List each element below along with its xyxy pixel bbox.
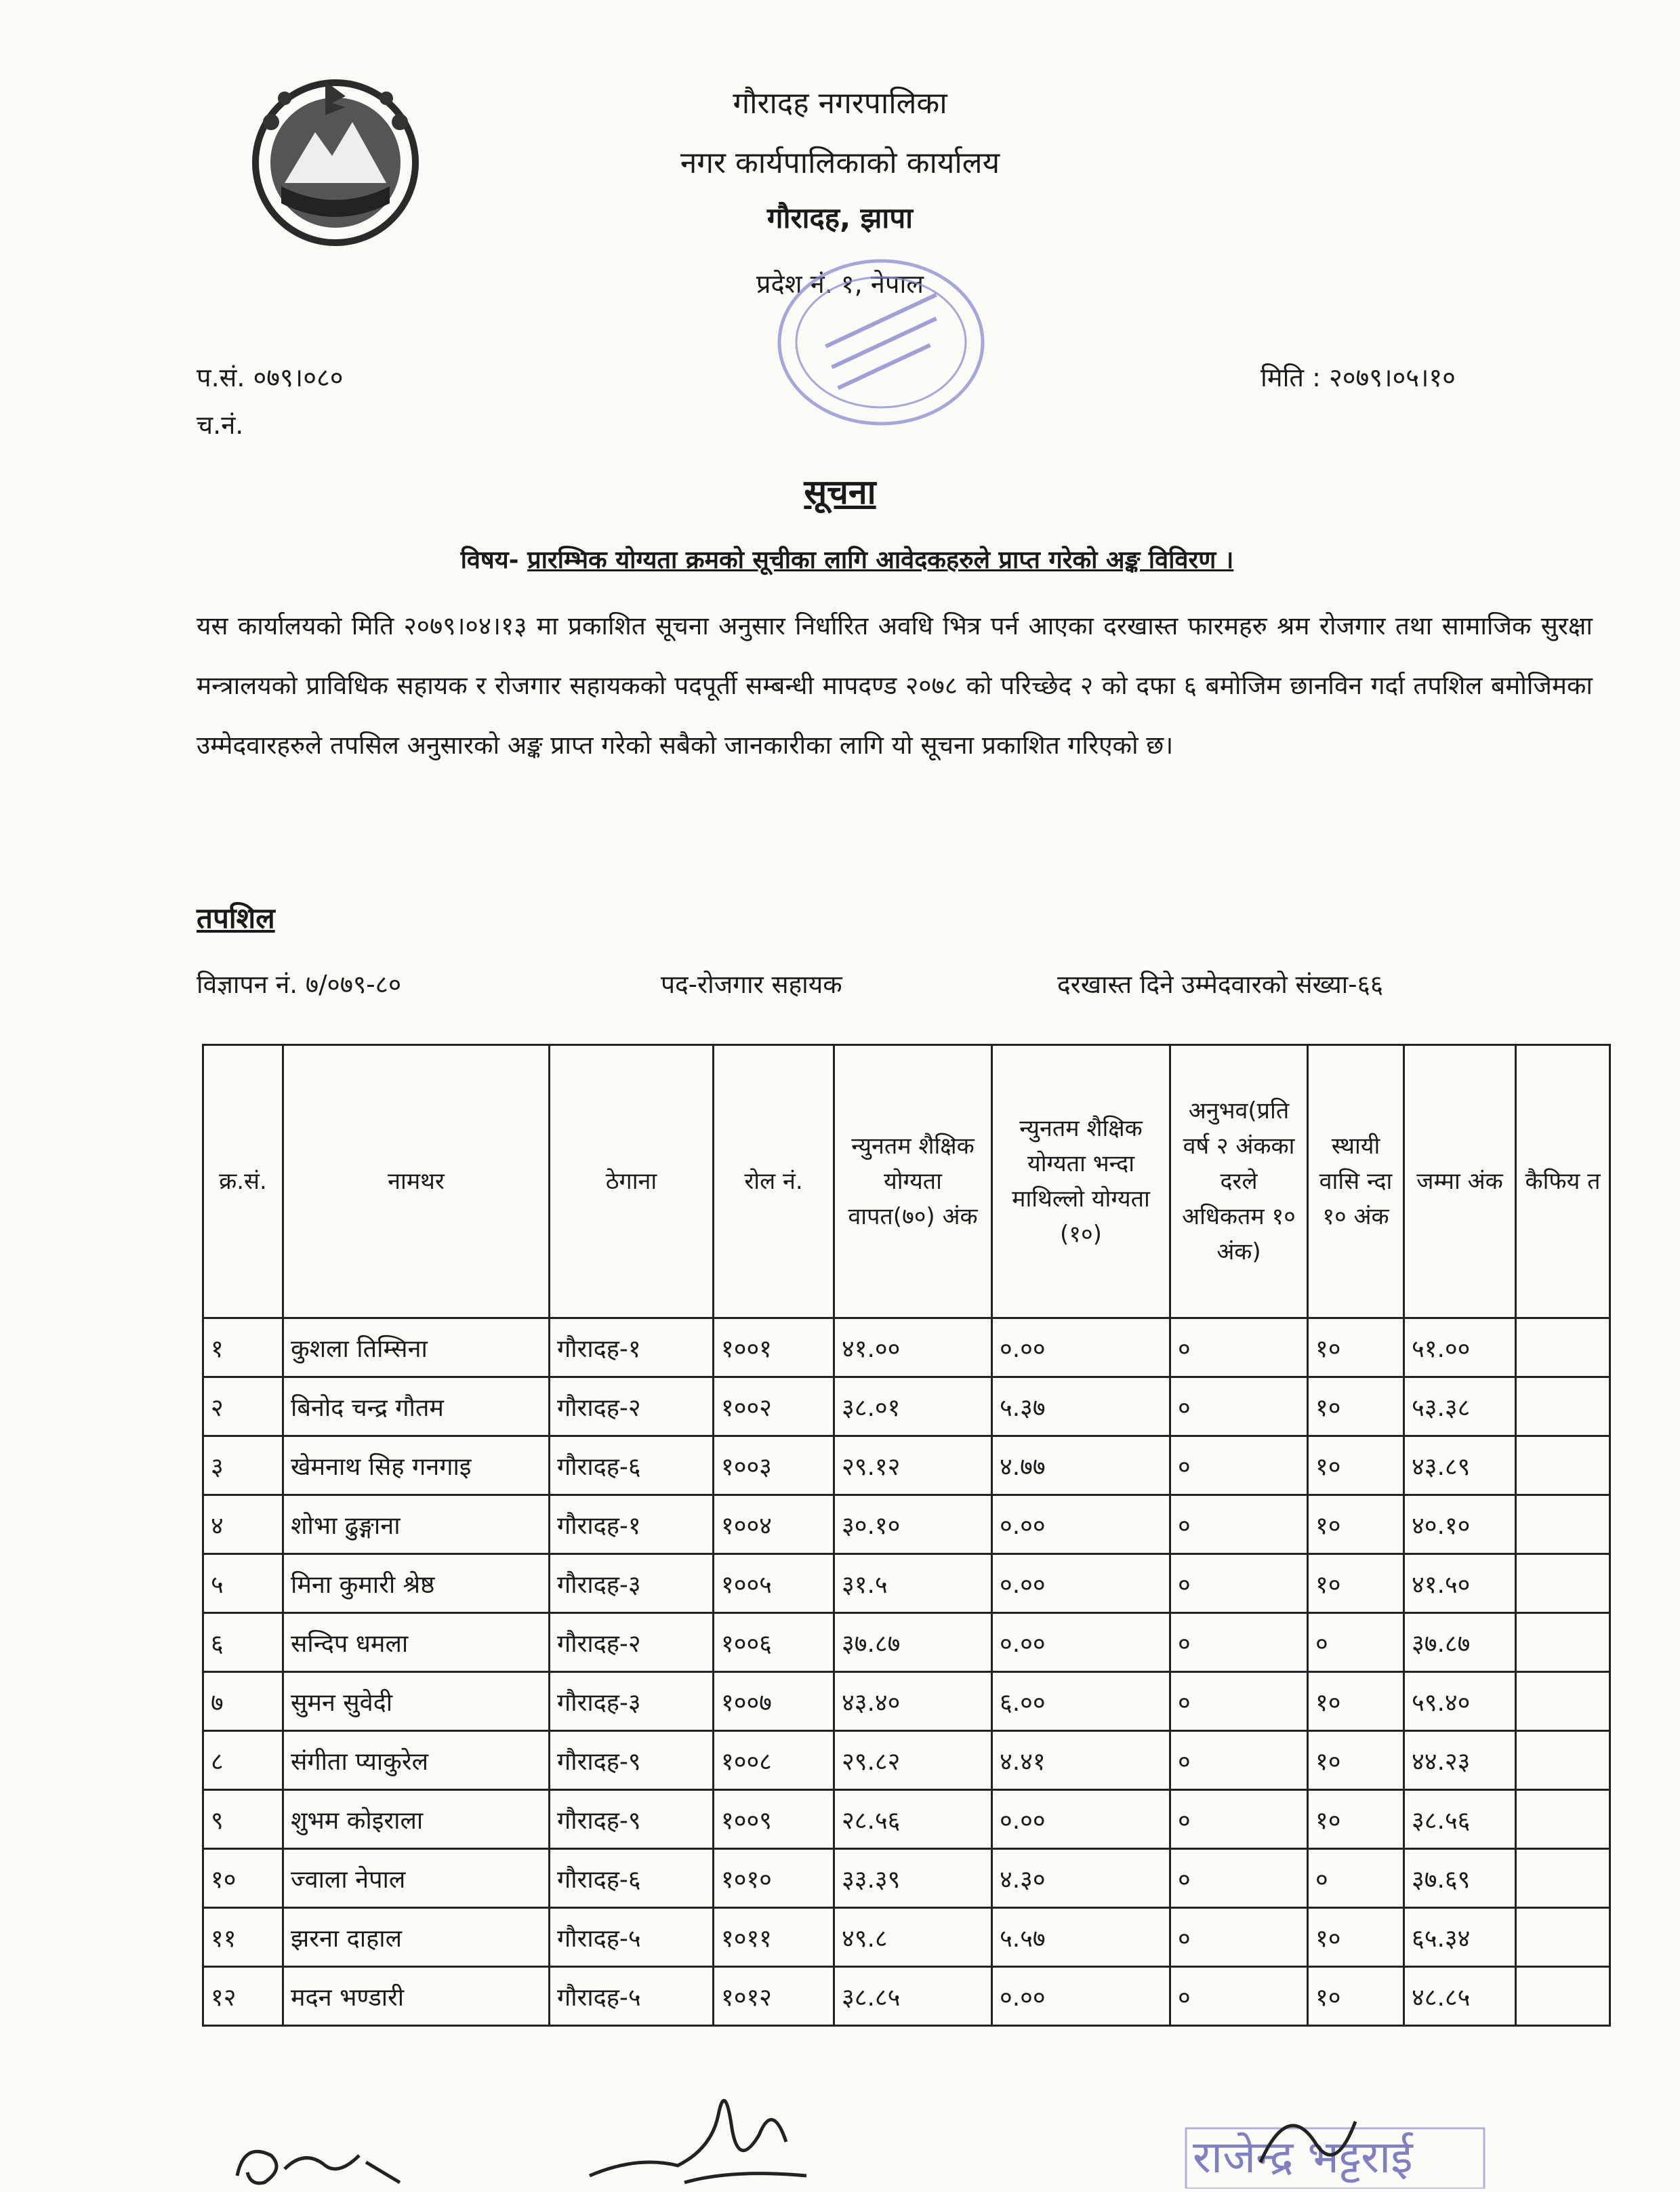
cell-remarks (1516, 1554, 1610, 1613)
cell-serial: ४ (203, 1495, 283, 1554)
cell-address: गौरादह-९ (550, 1790, 714, 1849)
cell-min-qualification: ३८.०१ (834, 1377, 992, 1436)
details-heading: तपशिल (197, 901, 275, 935)
notice-date: मिति : २०७९।०५।१० (1261, 363, 1456, 392)
cell-name: बिनोद चन्द्र गौतम (283, 1377, 550, 1436)
cell-name: सुमन सुवेदी (283, 1672, 550, 1731)
cell-total: ६५.३४ (1404, 1908, 1516, 1967)
cell-serial: १ (203, 1318, 283, 1377)
cell-total: ३८.५६ (1404, 1790, 1516, 1849)
cell-higher-qualification: ४.३० (992, 1849, 1170, 1908)
table-row (203, 1908, 1610, 1967)
cell-experience: ० (1170, 1436, 1308, 1495)
cell-serial: १० (203, 1849, 283, 1908)
cell-remarks (1516, 1377, 1610, 1436)
cell-experience: ० (1170, 1908, 1308, 1967)
notice-subject (203, 542, 1491, 575)
subject-label: विषय- (460, 546, 519, 574)
cell-name: ज्वाला नेपाल (283, 1849, 550, 1908)
cell-higher-qualification: ०.०० (992, 1318, 1170, 1377)
cell-roll: १०११ (714, 1908, 834, 1967)
cell-remarks (1516, 1613, 1610, 1672)
cell-residence: १० (1308, 1967, 1404, 2026)
office-name-line2: नगर कार्यपालिकाको कार्यालय (680, 146, 1000, 180)
cell-experience: ० (1170, 1554, 1308, 1613)
cell-remarks (1516, 1436, 1610, 1495)
cell-min-qualification: २८.५६ (834, 1790, 992, 1849)
cell-address: गौरादह-५ (550, 1967, 714, 2026)
cell-residence: ० (1308, 1613, 1404, 1672)
cell-address: गौरादह-६ (550, 1849, 714, 1908)
col-header-serial: क्र.सं. (203, 1045, 283, 1318)
cell-residence: १० (1308, 1908, 1404, 1967)
table-row (203, 1967, 1610, 2026)
cell-higher-qualification: ४.४१ (992, 1731, 1170, 1790)
cell-serial: ३ (203, 1436, 283, 1495)
cell-name: मिना कुमारी श्रेष्ठ (283, 1554, 550, 1613)
cell-experience: ० (1170, 1731, 1308, 1790)
cell-address: गौरादह-२ (550, 1613, 714, 1672)
cell-remarks (1516, 1672, 1610, 1731)
cell-residence: ० (1308, 1849, 1404, 1908)
cell-roll: १००१ (714, 1318, 834, 1377)
cell-experience: ० (1170, 1790, 1308, 1849)
cell-address: गौरादह-३ (550, 1554, 714, 1613)
cell-experience: ० (1170, 1672, 1308, 1731)
cell-roll: १००७ (714, 1672, 834, 1731)
cell-serial: ८ (203, 1731, 283, 1790)
table-row (203, 1318, 1610, 1377)
cell-min-qualification: २९.१२ (834, 1436, 992, 1495)
cell-remarks (1516, 1318, 1610, 1377)
col-header-experience: अनुभव(प्रति वर्ष २ अंकका दरले अधिकतम १० अंक) (1170, 1045, 1308, 1318)
cell-total: ५३.३८ (1404, 1377, 1516, 1436)
dispatch-number: च.नं. (197, 410, 244, 440)
cell-serial: ५ (203, 1554, 283, 1613)
col-header-remarks: कैफिय त (1516, 1045, 1610, 1318)
cell-min-qualification: २९.८२ (834, 1731, 992, 1790)
cell-name: खेमनाथ सिह गनगाइ (283, 1436, 550, 1495)
cell-total: ४१.५० (1404, 1554, 1516, 1613)
signature-middle (583, 2074, 827, 2192)
cell-serial: १२ (203, 1967, 283, 2026)
cell-experience: ० (1170, 1318, 1308, 1377)
table-row (203, 1790, 1610, 1849)
col-header-residence: स्थायी वासि न्दा १० अंक (1308, 1045, 1404, 1318)
col-header-min-qualification: न्युनतम शैक्षिक योग्यता वापत(७०) अंक (834, 1045, 992, 1318)
cell-roll: १००४ (714, 1495, 834, 1554)
cell-higher-qualification: ६.०० (992, 1672, 1170, 1731)
notice-title: सूचना (804, 472, 876, 512)
cell-serial: ९ (203, 1790, 283, 1849)
cell-serial: ११ (203, 1908, 283, 1967)
cell-higher-qualification: ०.०० (992, 1554, 1170, 1613)
cell-min-qualification: ३१.५ (834, 1554, 992, 1613)
cell-higher-qualification: ०.०० (992, 1613, 1170, 1672)
cell-roll: १००९ (714, 1790, 834, 1849)
cell-min-qualification: ३३.३९ (834, 1849, 992, 1908)
cell-min-qualification: ४१.०० (834, 1318, 992, 1377)
cell-total: ५९.४० (1404, 1672, 1516, 1731)
cell-serial: २ (203, 1377, 283, 1436)
cell-higher-qualification: ०.०० (992, 1495, 1170, 1554)
cell-serial: ७ (203, 1672, 283, 1731)
signature-stamp-name: राजेन्द्र भट्टराई (1193, 2131, 1413, 2183)
cell-higher-qualification: ५.३७ (992, 1377, 1170, 1436)
subject-text: प्रारम्भिक योग्यता क्रमको सूचीका लागि आवेदकहरुले प्राप्त गरेको अङ्क विविरण । (527, 546, 1234, 574)
cell-remarks (1516, 1790, 1610, 1849)
cell-experience: ० (1170, 1967, 1308, 2026)
signature-left (224, 2135, 441, 2192)
cell-residence: १० (1308, 1495, 1404, 1554)
cell-remarks (1516, 1967, 1610, 2026)
col-header-address: ठेगाना (550, 1045, 714, 1318)
cell-name: मदन भण्डारी (283, 1967, 550, 2026)
cell-roll: १००५ (714, 1554, 834, 1613)
cell-residence: १० (1308, 1318, 1404, 1377)
cell-remarks (1516, 1849, 1610, 1908)
cell-residence: १० (1308, 1436, 1404, 1495)
cell-residence: १० (1308, 1790, 1404, 1849)
cell-residence: १० (1308, 1554, 1404, 1613)
cell-min-qualification: ३७.८७ (834, 1613, 992, 1672)
cell-residence: १० (1308, 1377, 1404, 1436)
cell-min-qualification: ३८.८५ (834, 1967, 992, 2026)
cell-total: ४०.१० (1404, 1495, 1516, 1554)
cell-address: गौरादह-९ (550, 1731, 714, 1790)
cell-min-qualification: ४३.४० (834, 1672, 992, 1731)
cell-total: ४४.२३ (1404, 1731, 1516, 1790)
table-row (203, 1613, 1610, 1672)
table-row (203, 1731, 1610, 1790)
cell-address: गौरादह-१ (550, 1318, 714, 1377)
cell-residence: १० (1308, 1672, 1404, 1731)
cell-name: कुशला तिम्सिना (283, 1318, 550, 1377)
cell-min-qualification: ३०.१० (834, 1495, 992, 1554)
cell-roll: १०१२ (714, 1967, 834, 2026)
cell-remarks (1516, 1731, 1610, 1790)
cell-higher-qualification: ४.७७ (992, 1436, 1170, 1495)
cell-higher-qualification: ०.०० (992, 1967, 1170, 2026)
col-header-higher-qualification: न्युनतम शैक्षिक योग्यता भन्दा माथिल्लो योग्यता (१०) (992, 1045, 1170, 1318)
notice-body: यस कार्यालयको मिति २०७९।०४।१३ मा प्रकाशित सूचना अनुसार निर्धारित अवधि भित्र पर्न आएका दरखास्त फारमहरु श्रम रोजगार तथा सामाजिक सुरक्षा मन्त्रालयको प्राविधिक सहायक र रोजगार सहायकको पदपूर्ती सम्बन्धी मापदण्ड २०७८ को परिच्छेद २ को दफा ६ बमोजिम छानविन गर्दा तपशिल बमोजिमका उम्मेदवारहरुले तपसिल अनुसारको अङ्क प्राप्त गरेको सबैको जानकारीका लागि यो सूचना प्रकाशित गरिएको छ। (197, 611, 1593, 760)
cell-total: ३७.८७ (1404, 1613, 1516, 1672)
cell-residence: १० (1308, 1731, 1404, 1790)
table-row (203, 1377, 1610, 1436)
post-name: पद-रोजगार सहायक (661, 970, 842, 999)
cell-roll: १००२ (714, 1377, 834, 1436)
cell-address: गौरादह-६ (550, 1436, 714, 1495)
cell-address: गौरादह-५ (550, 1908, 714, 1967)
cell-experience: ० (1170, 1613, 1308, 1672)
cell-name: शुभम कोइराला (283, 1790, 550, 1849)
applicant-count: दरखास्त दिने उम्मेदवारको संख्या-६६ (1057, 970, 1384, 999)
cell-roll: १००६ (714, 1613, 834, 1672)
table-row (203, 1495, 1610, 1554)
advertisement-number: विज्ञापन नं. ७/०७९-८० (197, 970, 402, 999)
cell-experience: ० (1170, 1377, 1308, 1436)
cell-roll: १००३ (714, 1436, 834, 1495)
table-row (203, 1436, 1610, 1495)
office-name-line1: गौरादह नगरपालिका (733, 86, 947, 121)
cell-name: संगीता प्याकुरेल (283, 1731, 550, 1790)
cell-remarks (1516, 1495, 1610, 1554)
table-row (203, 1554, 1610, 1613)
col-header-roll: रोल नं. (714, 1045, 834, 1318)
office-seal-stamp (766, 241, 996, 444)
province-line: प्रदेश नं. १, नेपाल (756, 269, 924, 299)
cell-higher-qualification: ५.५७ (992, 1908, 1170, 1967)
reference-number: प.सं. ०७९।०८० (197, 363, 344, 392)
cell-total: ४३.८९ (1404, 1436, 1516, 1495)
cell-name: शोभा ढुङ्गाना (283, 1495, 550, 1554)
cell-address: गौरादह-२ (550, 1377, 714, 1436)
table-row (203, 1849, 1610, 1908)
cell-higher-qualification: ०.०० (992, 1790, 1170, 1849)
cell-name: झरना दाहाल (283, 1908, 550, 1967)
cell-name: सन्दिप धमला (283, 1613, 550, 1672)
col-header-name: नामथर (283, 1045, 550, 1318)
cell-address: गौरादह-३ (550, 1672, 714, 1731)
cell-total: ५१.०० (1404, 1318, 1516, 1377)
cell-experience: ० (1170, 1495, 1308, 1554)
table-row (203, 1672, 1610, 1731)
marks-table (202, 1044, 1611, 2027)
cell-experience: ० (1170, 1849, 1308, 1908)
cell-min-qualification: ४९.८ (834, 1908, 992, 1967)
cell-total: ४८.८५ (1404, 1967, 1516, 2026)
cell-serial: ६ (203, 1613, 283, 1672)
cell-address: गौरादह-१ (550, 1495, 714, 1554)
cell-roll: १००८ (714, 1731, 834, 1790)
table-header-row (203, 1045, 1610, 1318)
cell-remarks (1516, 1908, 1610, 1967)
cell-total: ३७.६९ (1404, 1849, 1516, 1908)
signature-stamp-right (1179, 2094, 1504, 2191)
cell-roll: १०१० (714, 1849, 834, 1908)
office-location: गौरादह, झापा (766, 201, 914, 235)
col-header-total: जम्मा अंक (1404, 1045, 1516, 1318)
